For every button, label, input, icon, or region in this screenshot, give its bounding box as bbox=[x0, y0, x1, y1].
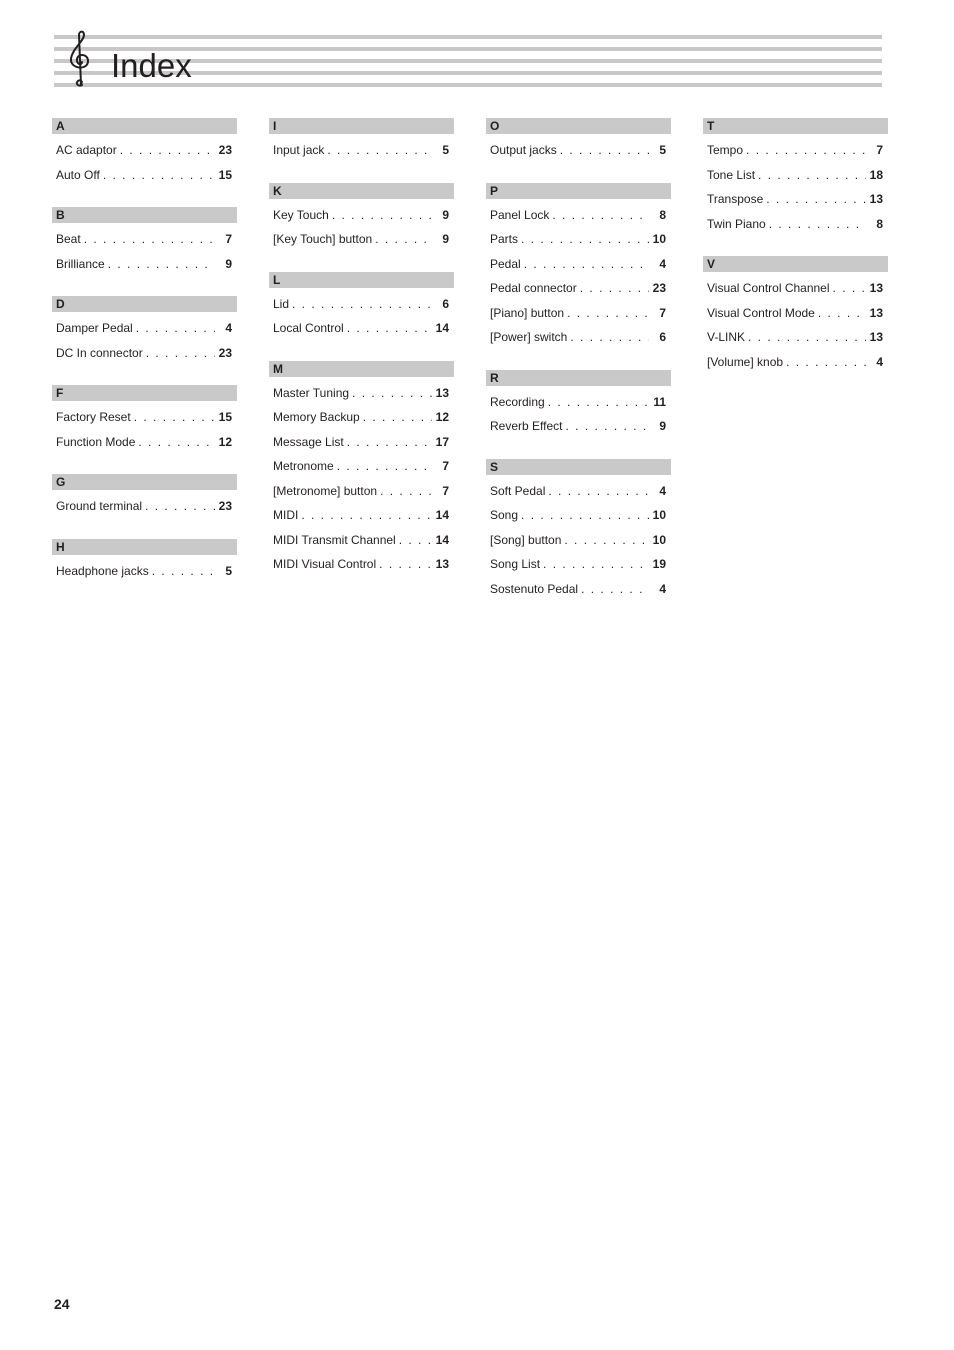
entry-label: Tempo bbox=[707, 143, 744, 157]
entry-label: Sostenuto Pedal bbox=[490, 581, 579, 596]
entry-page-number: 12 bbox=[218, 434, 232, 449]
index-entry[interactable] bbox=[486, 203, 671, 228]
entry-label: Metronome bbox=[273, 459, 334, 473]
section-letter: S bbox=[486, 459, 671, 475]
dot-leader bbox=[567, 301, 649, 326]
dot-leader bbox=[332, 203, 432, 228]
index-section-a bbox=[52, 118, 237, 187]
index-entry[interactable] bbox=[269, 454, 454, 479]
entry-label: Headphone jacks bbox=[56, 563, 149, 578]
index-section-v bbox=[703, 256, 888, 374]
entry-page-number: 7 bbox=[442, 459, 449, 473]
entry-page-number: 6 bbox=[659, 330, 666, 344]
entry-label: Output jacks bbox=[490, 143, 557, 157]
index-entry[interactable] bbox=[703, 187, 888, 212]
entry-page-number: 23 bbox=[218, 499, 232, 513]
index-entry[interactable] bbox=[269, 316, 454, 341]
dot-leader bbox=[145, 494, 215, 519]
index-entry[interactable] bbox=[52, 405, 237, 430]
section-letter: B bbox=[52, 207, 237, 223]
dot-leader bbox=[103, 163, 215, 188]
entry-label: Lid bbox=[273, 296, 290, 311]
entry-page-number: 4 bbox=[659, 581, 666, 596]
index-column-1 bbox=[52, 118, 237, 603]
entry-label: DC In connector bbox=[56, 345, 143, 360]
section-letter: T bbox=[703, 118, 888, 134]
dot-leader bbox=[786, 350, 866, 375]
entry-label: MIDI Visual Control bbox=[273, 557, 377, 571]
section-letter: F bbox=[52, 385, 237, 401]
dot-leader bbox=[769, 212, 866, 237]
dot-leader bbox=[363, 405, 432, 430]
index-entry[interactable] bbox=[703, 212, 888, 237]
entry-page-number: 23 bbox=[218, 345, 232, 360]
dot-leader bbox=[758, 163, 866, 188]
entry-label: Transpose bbox=[707, 192, 764, 206]
entry-page-number: 18 bbox=[869, 167, 883, 182]
entry-label: [Song] button bbox=[490, 532, 562, 547]
entry-label: MIDI bbox=[273, 508, 299, 522]
entry-label: [Metronome] button bbox=[273, 483, 378, 498]
index-section-g bbox=[52, 474, 237, 519]
entry-page-number: 9 bbox=[442, 232, 449, 246]
page-number: 24 bbox=[54, 1296, 70, 1312]
entry-page-number: 13 bbox=[435, 557, 449, 571]
dot-leader bbox=[521, 503, 649, 528]
index-section-h bbox=[52, 539, 237, 584]
section-letter: O bbox=[486, 118, 671, 134]
entry-label: [Volume] knob bbox=[707, 354, 784, 369]
index-entry[interactable] bbox=[269, 552, 454, 577]
index-entry[interactable] bbox=[703, 138, 888, 163]
index-entry[interactable] bbox=[269, 381, 454, 406]
entry-page-number: 6 bbox=[442, 296, 449, 311]
dot-leader bbox=[564, 528, 649, 553]
entry-label: Function Mode bbox=[56, 434, 136, 449]
index-section-d bbox=[52, 296, 237, 365]
entry-page-number: 13 bbox=[869, 330, 883, 344]
dot-leader bbox=[565, 414, 649, 439]
index-entry[interactable] bbox=[486, 252, 671, 277]
entry-page-number: 5 bbox=[225, 563, 232, 578]
entry-page-number: 13 bbox=[869, 281, 883, 295]
index-entry[interactable] bbox=[52, 138, 237, 163]
entry-label: Factory Reset bbox=[56, 410, 131, 424]
index-section-k bbox=[269, 183, 454, 252]
section-letter: D bbox=[52, 296, 237, 312]
dot-leader bbox=[581, 577, 649, 602]
entry-label: Input jack bbox=[273, 143, 325, 157]
index-entry[interactable] bbox=[269, 227, 454, 252]
index-entry[interactable] bbox=[269, 292, 454, 317]
index-entry[interactable] bbox=[486, 227, 671, 252]
treble-clef-icon bbox=[66, 29, 96, 89]
index-section-i bbox=[269, 118, 454, 163]
index-entry[interactable] bbox=[52, 316, 237, 341]
dot-leader bbox=[347, 316, 432, 341]
entry-label: Master Tuning bbox=[273, 385, 350, 400]
index-entry[interactable] bbox=[269, 503, 454, 528]
dot-leader bbox=[136, 316, 215, 341]
entry-page-number: 13 bbox=[869, 192, 883, 206]
entry-label: Ground terminal bbox=[56, 499, 143, 513]
index-entry[interactable] bbox=[52, 163, 237, 188]
dot-leader bbox=[543, 552, 649, 577]
entry-label: Damper Pedal bbox=[56, 321, 133, 335]
dot-leader bbox=[120, 138, 215, 163]
index-entry[interactable] bbox=[486, 138, 671, 163]
entry-page-number: 15 bbox=[218, 410, 232, 424]
index-entry[interactable] bbox=[486, 325, 671, 350]
entry-label: [Piano] button bbox=[490, 305, 565, 320]
index-section-m bbox=[269, 361, 454, 577]
entry-page-number: 4 bbox=[225, 321, 232, 335]
dot-leader bbox=[399, 528, 432, 553]
dot-leader bbox=[580, 276, 649, 301]
entry-page-number: 7 bbox=[442, 483, 449, 498]
index-column-4 bbox=[703, 118, 888, 394]
dot-leader bbox=[138, 430, 215, 455]
dot-leader bbox=[524, 252, 649, 277]
dot-leader bbox=[748, 325, 866, 350]
index-entry[interactable] bbox=[486, 390, 671, 415]
entry-label: Panel Lock bbox=[490, 207, 550, 222]
dot-leader bbox=[552, 203, 649, 228]
dot-leader bbox=[521, 227, 649, 252]
section-letter: I bbox=[269, 118, 454, 134]
index-section-r bbox=[486, 370, 671, 439]
entry-page-number: 9 bbox=[225, 256, 232, 271]
dot-leader bbox=[347, 430, 432, 455]
entry-page-number: 10 bbox=[652, 532, 666, 547]
section-letter: A bbox=[52, 118, 237, 134]
index-entry[interactable] bbox=[269, 405, 454, 430]
dot-leader bbox=[375, 227, 432, 252]
dot-leader bbox=[570, 325, 649, 350]
index-entry[interactable] bbox=[703, 276, 888, 301]
dot-leader bbox=[292, 292, 432, 317]
index-entry[interactable] bbox=[269, 203, 454, 228]
dot-leader bbox=[746, 138, 866, 163]
index-entry[interactable] bbox=[486, 479, 671, 504]
dot-leader bbox=[146, 341, 215, 366]
entry-page-number: 8 bbox=[659, 207, 666, 222]
staff-line bbox=[54, 35, 882, 39]
entry-page-number: 13 bbox=[435, 385, 449, 400]
dot-leader bbox=[380, 479, 432, 504]
section-letter: L bbox=[269, 272, 454, 288]
index-entry[interactable] bbox=[703, 325, 888, 350]
entry-label: Soft Pedal bbox=[490, 483, 546, 498]
index-entry[interactable] bbox=[52, 341, 237, 366]
index-entry[interactable] bbox=[486, 503, 671, 528]
index-section-b bbox=[52, 207, 237, 276]
entry-label: Song List bbox=[490, 557, 541, 571]
entry-page-number: 5 bbox=[442, 143, 449, 157]
entry-page-number: 13 bbox=[869, 305, 883, 320]
dot-leader bbox=[134, 405, 215, 430]
dot-leader bbox=[301, 503, 432, 528]
entry-label: Visual Control Mode bbox=[707, 305, 815, 320]
entry-label: AC adaptor bbox=[56, 143, 117, 157]
dot-leader bbox=[327, 138, 432, 163]
index-entry[interactable] bbox=[703, 350, 888, 375]
entry-label: Message List bbox=[273, 434, 344, 449]
entry-page-number: 11 bbox=[653, 394, 666, 409]
index-entry[interactable] bbox=[269, 430, 454, 455]
dot-leader bbox=[818, 301, 866, 326]
dot-leader bbox=[379, 552, 432, 577]
index-entry[interactable] bbox=[486, 552, 671, 577]
entry-label: MIDI Transmit Channel bbox=[273, 532, 396, 547]
entry-page-number: 7 bbox=[659, 305, 666, 320]
dot-leader bbox=[108, 252, 215, 277]
entry-page-number: 5 bbox=[659, 143, 666, 157]
entry-page-number: 8 bbox=[876, 216, 883, 231]
entry-label: Reverb Effect bbox=[490, 419, 563, 433]
dot-leader bbox=[833, 276, 866, 301]
entry-page-number: 19 bbox=[652, 557, 666, 571]
entry-label: Recording bbox=[490, 394, 545, 409]
index-header bbox=[54, 35, 882, 91]
entry-page-number: 15 bbox=[218, 167, 232, 182]
entry-page-number: 23 bbox=[218, 143, 232, 157]
index-entry[interactable] bbox=[486, 414, 671, 439]
entry-label: Visual Control Channel bbox=[707, 281, 830, 295]
entry-label: Pedal connector bbox=[490, 281, 577, 295]
section-letter: H bbox=[52, 539, 237, 555]
entry-page-number: 4 bbox=[659, 256, 666, 271]
section-letter: V bbox=[703, 256, 888, 272]
entry-page-number: 14 bbox=[435, 532, 449, 547]
entry-label: [Key Touch] button bbox=[273, 232, 373, 246]
entry-label: Beat bbox=[56, 232, 81, 246]
section-letter: R bbox=[486, 370, 671, 386]
index-entry[interactable] bbox=[52, 494, 237, 519]
entry-label: [Power] switch bbox=[490, 330, 568, 344]
entry-page-number: 7 bbox=[876, 143, 883, 157]
dot-leader bbox=[84, 227, 215, 252]
entry-label: Key Touch bbox=[273, 207, 329, 222]
entry-label: Auto Off bbox=[56, 167, 100, 182]
entry-page-number: 7 bbox=[225, 232, 232, 246]
index-section-p bbox=[486, 183, 671, 350]
entry-label: Twin Piano bbox=[707, 216, 766, 231]
index-entry[interactable] bbox=[486, 301, 671, 326]
page-title: Index bbox=[111, 47, 192, 84]
entry-page-number: 10 bbox=[652, 232, 666, 246]
dot-leader bbox=[152, 559, 215, 584]
dot-leader bbox=[548, 390, 649, 415]
index-section-f bbox=[52, 385, 237, 454]
entry-label: V-LINK bbox=[707, 330, 746, 344]
index-section-s bbox=[486, 459, 671, 602]
section-letter: P bbox=[486, 183, 671, 199]
index-section-o bbox=[486, 118, 671, 163]
dot-leader bbox=[560, 138, 649, 163]
index-entry[interactable] bbox=[269, 479, 454, 504]
entry-label: Tone List bbox=[707, 167, 756, 182]
index-section-t bbox=[703, 118, 888, 236]
entry-page-number: 4 bbox=[876, 354, 883, 369]
entry-label: Memory Backup bbox=[273, 410, 360, 424]
entry-label: Local Control bbox=[273, 321, 344, 335]
dot-leader bbox=[766, 187, 866, 212]
index-entry[interactable] bbox=[269, 528, 454, 553]
index-column-2 bbox=[269, 118, 454, 597]
entry-page-number: 10 bbox=[652, 508, 666, 522]
index-entry[interactable] bbox=[703, 301, 888, 326]
entry-page-number: 9 bbox=[442, 207, 449, 222]
entry-label: Brilliance bbox=[56, 256, 105, 271]
section-letter: K bbox=[269, 183, 454, 199]
entry-page-number: 9 bbox=[659, 419, 666, 433]
entry-label: Parts bbox=[490, 232, 519, 246]
entry-page-number: 14 bbox=[435, 321, 449, 335]
dot-leader bbox=[337, 454, 432, 479]
dot-leader bbox=[548, 479, 649, 504]
index-entry[interactable] bbox=[486, 577, 671, 602]
entry-label: Song bbox=[490, 508, 519, 522]
index-entry[interactable] bbox=[52, 430, 237, 455]
dot-leader bbox=[352, 381, 432, 406]
index-entry[interactable] bbox=[52, 559, 237, 584]
index-entry[interactable] bbox=[486, 276, 671, 301]
entry-page-number: 17 bbox=[435, 434, 449, 449]
entry-label: Pedal bbox=[490, 256, 521, 271]
entry-page-number: 4 bbox=[659, 483, 666, 498]
entry-page-number: 12 bbox=[435, 410, 449, 424]
index-entry[interactable] bbox=[269, 138, 454, 163]
section-letter: G bbox=[52, 474, 237, 490]
entry-page-number: 14 bbox=[435, 508, 449, 522]
index-entry[interactable] bbox=[52, 227, 237, 252]
entry-page-number: 23 bbox=[652, 281, 666, 295]
index-entry[interactable] bbox=[486, 528, 671, 553]
index-column-3 bbox=[486, 118, 671, 621]
index-entry[interactable] bbox=[703, 163, 888, 188]
index-section-l bbox=[269, 272, 454, 341]
section-letter: M bbox=[269, 361, 454, 377]
index-entry[interactable] bbox=[52, 252, 237, 277]
